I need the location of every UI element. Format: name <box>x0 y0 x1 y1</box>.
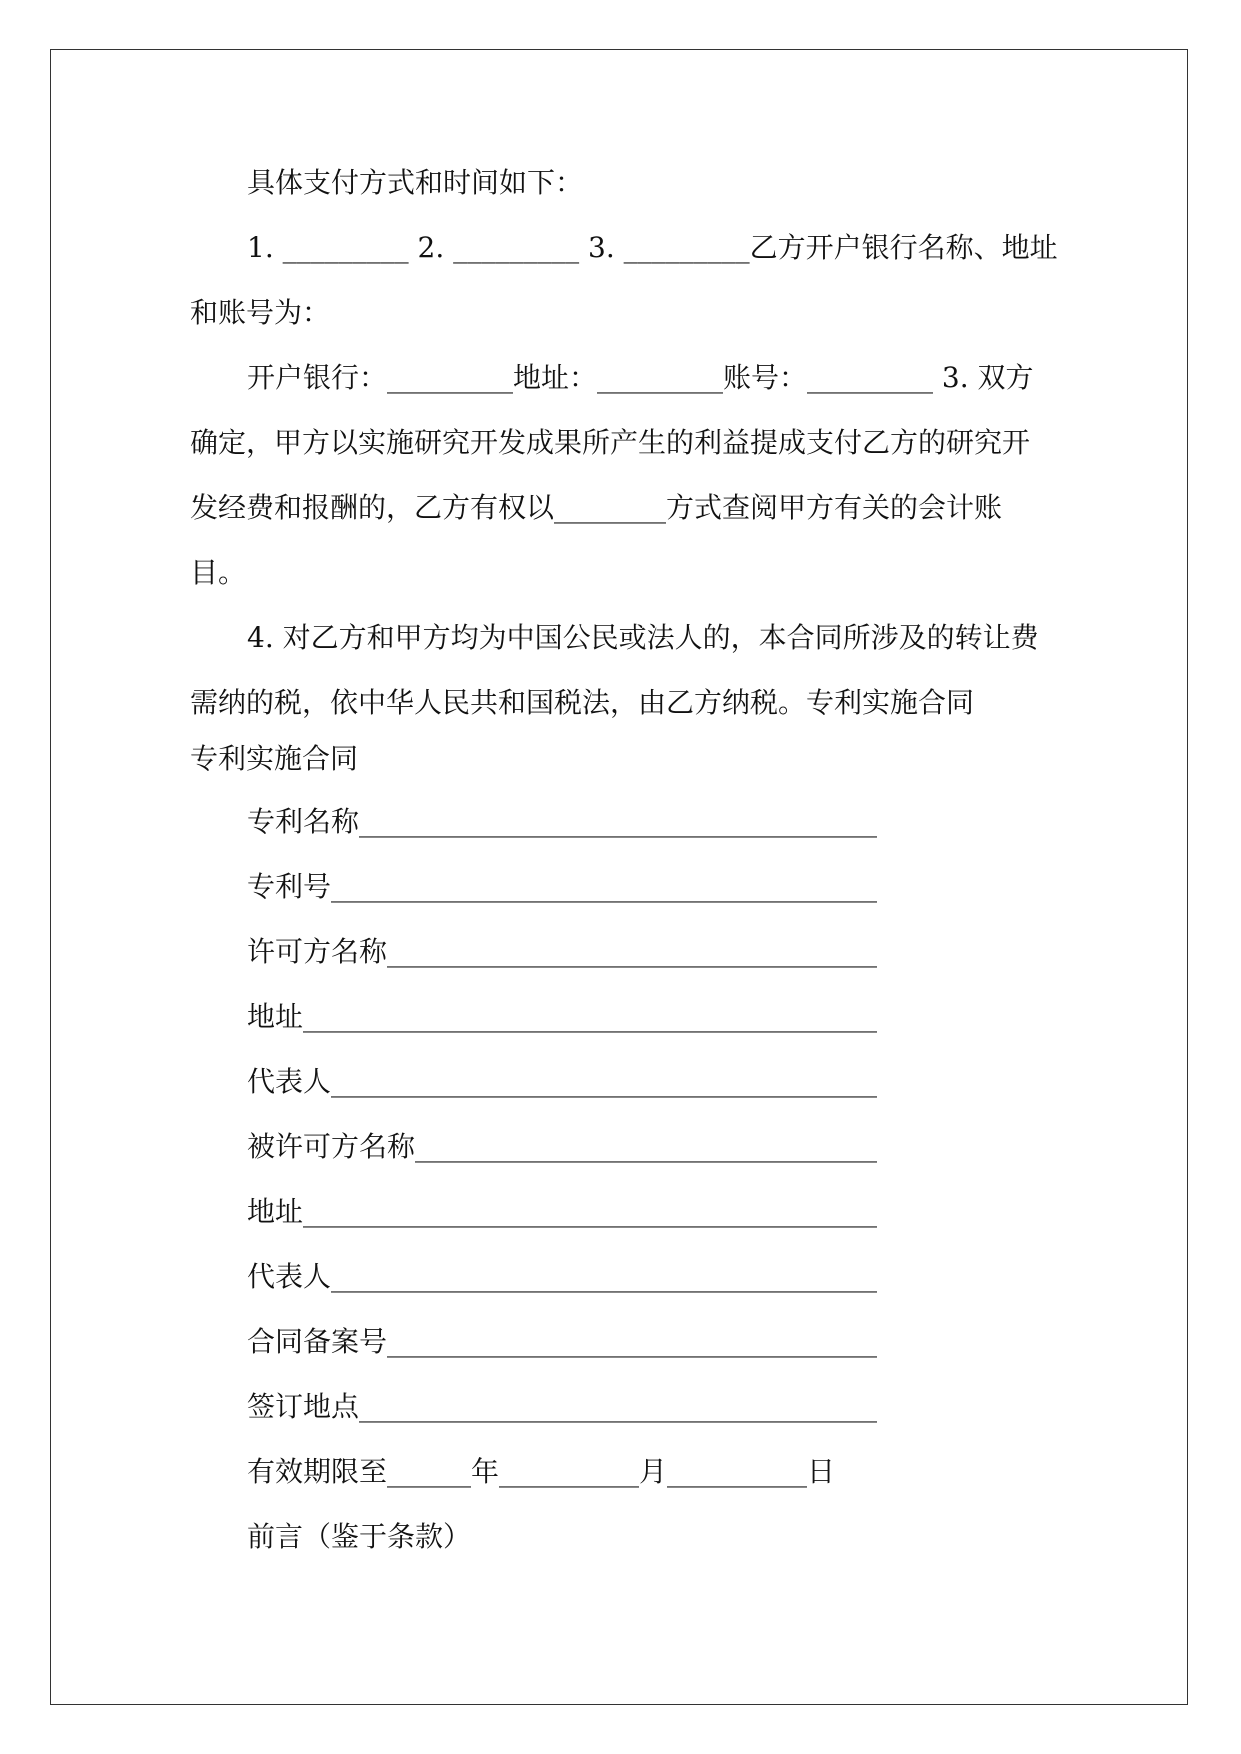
paragraph: 和账号为： <box>190 296 331 329</box>
paragraph: 发经费和报酬的，乙方有权以________方式查阅甲方有关的会计账 <box>190 491 1003 524</box>
paragraph: 开户银行：_________地址：_________账号：_________ 3. 双方 <box>247 361 1034 394</box>
field-licensee-name <box>190 1114 1062 1179</box>
field-label: 专利号 <box>247 870 332 903</box>
field-label: 代表人 <box>247 1065 332 1098</box>
field-blank: _________________________________ <box>415 1130 878 1163</box>
field-blank: _______________________________________ <box>331 1065 878 1098</box>
field-licensor-name <box>190 919 1062 984</box>
field-licensee-representative <box>190 1244 1062 1309</box>
validity-period: 有效期限至______年__________月__________日 <box>247 1455 836 1488</box>
field-label: 被许可方名称 <box>247 1130 416 1163</box>
section-title: 专利实施合同 <box>190 742 359 775</box>
field-label: 地址 <box>247 1195 304 1228</box>
field-label: 签订地点 <box>247 1390 360 1423</box>
field-blank: _________________________________________ <box>303 1195 878 1228</box>
field-blank: _________________________________________ <box>303 1000 878 1033</box>
paragraph: 1. _________ 2. _________ 3. _________乙方开户银行名称、地址 <box>247 231 1058 264</box>
paragraph: 4. 对乙方和甲方均为中国公民或法人的，本合同所涉及的转让费 <box>247 621 1039 654</box>
field-signing-place <box>190 1374 1062 1439</box>
field-licensor-representative <box>190 1049 1062 1114</box>
paragraph: 目。 <box>190 556 247 589</box>
field-label: 代表人 <box>247 1260 332 1293</box>
field-contract-filing-number <box>190 1309 1062 1374</box>
document-body <box>190 150 1062 1569</box>
field-blank: _______________________________________ <box>331 1260 878 1293</box>
field-blank: _______________________________________ <box>331 870 878 903</box>
field-blank: ___________________________________ <box>387 935 878 968</box>
field-patent-name <box>190 789 1062 854</box>
field-licensee-address <box>190 1179 1062 1244</box>
field-blank: _____________________________________ <box>359 1390 878 1423</box>
field-label: 许可方名称 <box>247 935 388 968</box>
paragraph: 确定，甲方以实施研究开发成果所产生的利益提成支付乙方的研究开 <box>190 426 1031 459</box>
preamble-heading: 前言（鉴于条款） <box>247 1520 472 1553</box>
field-blank: _____________________________________ <box>359 805 878 838</box>
paragraph: 具体支付方式和时间如下： <box>247 166 584 199</box>
field-label: 地址 <box>247 1000 304 1033</box>
field-licensor-address <box>190 984 1062 1049</box>
paragraph: 需纳的税，依中华人民共和国税法，由乙方纳税。专利实施合同 <box>190 686 975 719</box>
field-label: 专利名称 <box>247 805 360 838</box>
field-blank: ___________________________________ <box>387 1325 878 1358</box>
field-patent-number <box>190 854 1062 919</box>
field-label: 合同备案号 <box>247 1325 388 1358</box>
